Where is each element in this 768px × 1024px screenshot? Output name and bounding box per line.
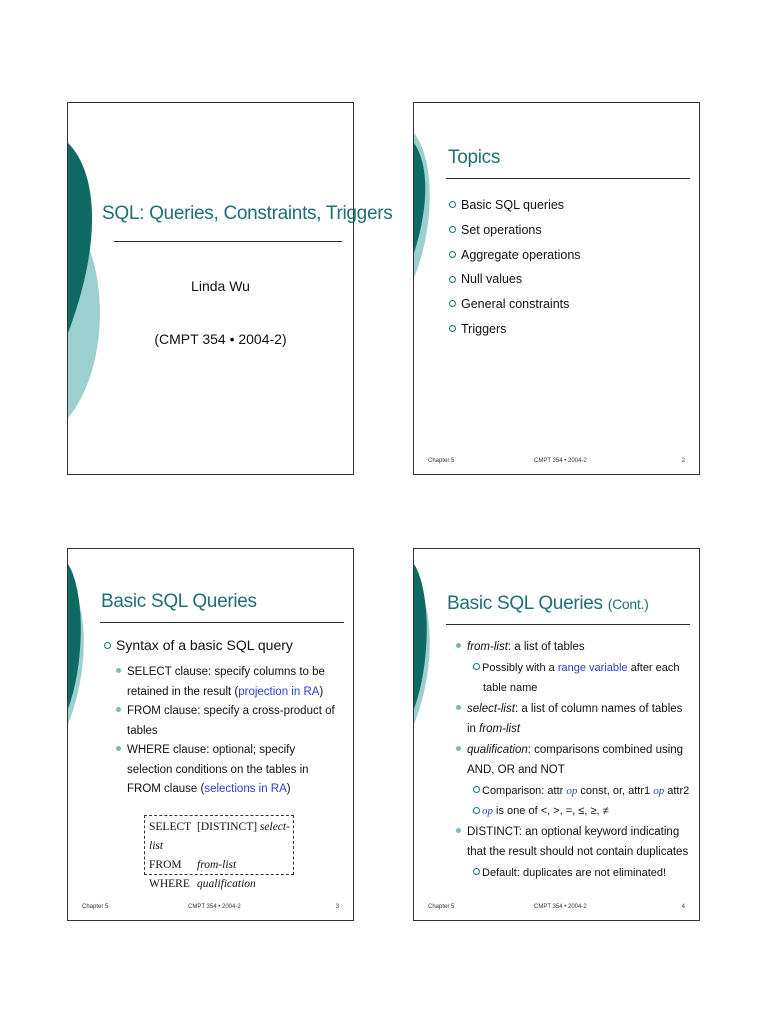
circle-bullet-icon: [449, 201, 456, 208]
content: [456, 637, 691, 883]
author-name: Linda Wu: [191, 278, 250, 294]
footer-chapter: Chapter 5: [428, 458, 455, 464]
circle-bullet-icon: [473, 663, 480, 670]
dot-bullet-icon: [456, 705, 461, 710]
title-rule: [114, 241, 342, 242]
footer-page-number: 4: [681, 904, 685, 910]
list-item: DISTINCT: an optional keyword indicating that the result should not contain duplicates: [456, 822, 691, 863]
sql-syntax-box: SELECT [DISTINCT] select-list FROM from-list WHERE qualification: [144, 815, 294, 875]
dot-bullet-icon: [116, 707, 121, 712]
list-item: Default: duplicates are not eliminated!: [456, 863, 691, 884]
dot-bullet-icon: [456, 746, 461, 751]
circle-bullet-icon: [449, 276, 456, 283]
slide-title: Basic SQL Queries (Cont.): [447, 593, 649, 614]
list-item: General constraints: [449, 292, 581, 317]
circle-bullet-icon: [473, 807, 480, 814]
list-item: from-list: a list of tables: [456, 637, 691, 658]
circle-bullet-icon: [449, 251, 456, 258]
title-rule: [446, 624, 690, 625]
circle-bullet-icon: [449, 300, 456, 307]
topics-list: [449, 193, 581, 342]
list-item: SELECT clause: specify columns to be retained in the result (projection in RA): [116, 663, 336, 702]
footer-course: CMPT 354 • 2004-2: [188, 904, 241, 910]
footer-chapter: Chapter 5: [428, 904, 455, 910]
slide-4: [413, 548, 700, 921]
slide-3: [67, 548, 354, 921]
footer-course: CMPT 354 • 2004-2: [534, 904, 587, 910]
slide-title: Topics: [448, 147, 501, 168]
list-item: qualification: comparisons combined using AND, OR and NOT: [456, 740, 691, 781]
list-item: op is one of <, >, =, ≤, ≥, ≠: [456, 801, 691, 822]
footer-page-number: 3: [335, 904, 339, 910]
title-rule: [100, 622, 344, 623]
list-item: Set operations: [449, 218, 581, 243]
list-item: Triggers: [449, 317, 581, 342]
list-item: Null values: [449, 267, 581, 292]
footer-chapter: Chapter 5: [82, 904, 109, 910]
footer-course: CMPT 354 • 2004-2: [534, 458, 587, 464]
circle-bullet-icon: [473, 868, 480, 875]
circle-bullet-icon: [449, 325, 456, 332]
list-item: Basic SQL queries: [449, 193, 581, 218]
dot-bullet-icon: [456, 828, 461, 833]
slide-title: Basic SQL Queries: [101, 591, 257, 612]
list-item: FROM clause: specify a cross-product of tables: [116, 702, 336, 741]
slide-2: [413, 102, 700, 475]
circle-bullet-icon: [473, 786, 480, 793]
list-item: Aggregate operations: [449, 243, 581, 268]
list-item: select-list: a list of column names of tables in from-list: [456, 699, 691, 740]
footer-page-number: 2: [681, 458, 685, 464]
sub-bullets: [116, 663, 336, 800]
list-item: Possibly with a range variable after each table name: [456, 658, 691, 699]
course-label: (CMPT 354 • 2004-2): [154, 331, 287, 347]
slide-title: SQL: Queries, Constraints, Triggers: [102, 203, 393, 224]
title-rule: [446, 178, 690, 179]
dot-bullet-icon: [116, 746, 121, 751]
list-item: WHERE clause: optional; specify selection conditions on the tables in FROM clause (selections in RA): [116, 741, 336, 800]
slide-1: [67, 102, 393, 475]
list-item: Comparison: attr op const, or, attr1 op attr2: [456, 781, 691, 802]
dot-bullet-icon: [116, 668, 121, 673]
main-bullet: Syntax of a basic SQL query: [104, 637, 293, 653]
circle-bullet-icon: [104, 642, 111, 649]
dot-bullet-icon: [456, 643, 461, 648]
circle-bullet-icon: [449, 226, 456, 233]
